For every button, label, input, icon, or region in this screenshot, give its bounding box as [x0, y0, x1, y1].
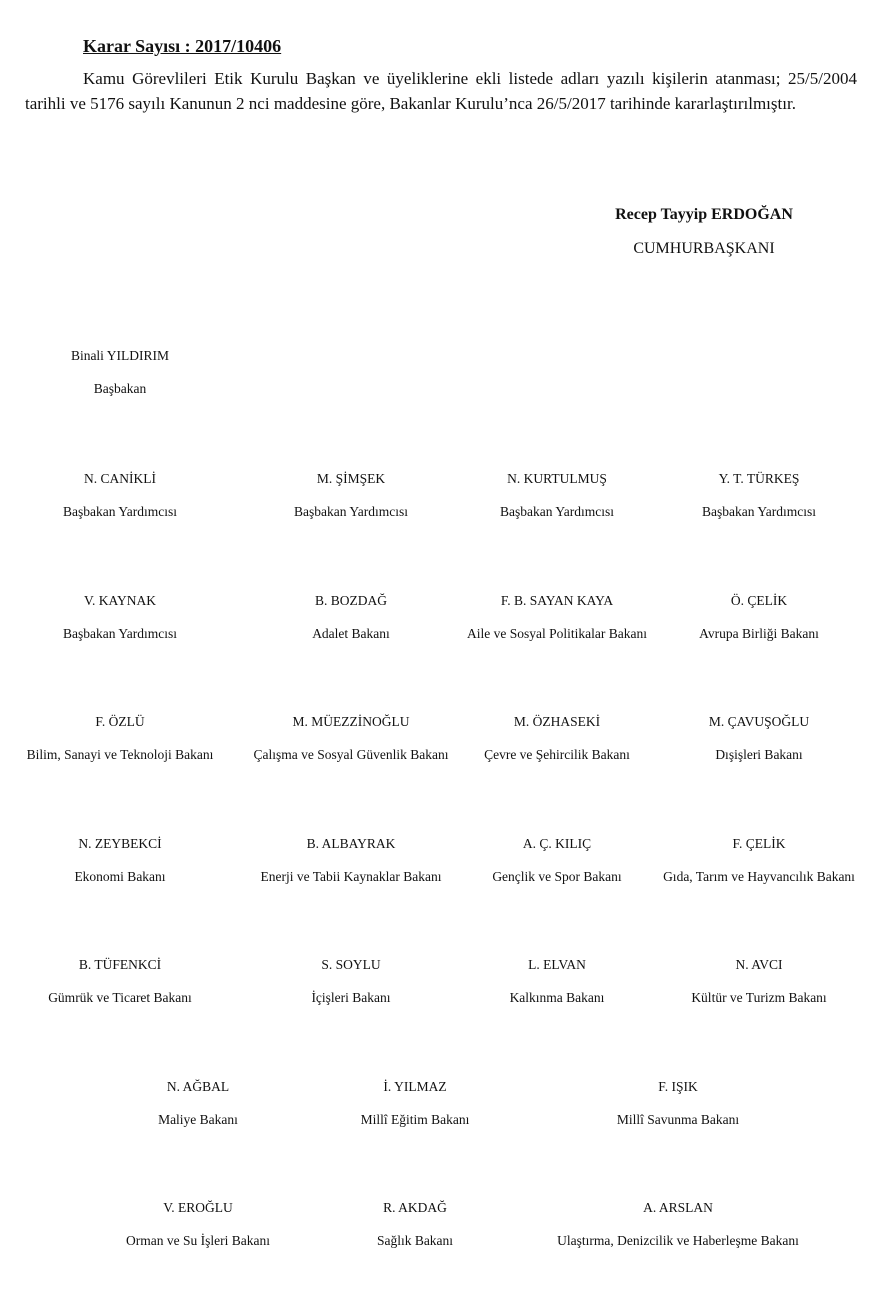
minister-title: İçişleri Bakanı — [311, 990, 391, 1005]
minister-title: Aile ve Sosyal Politikalar Bakanı — [467, 626, 647, 641]
minister-name: F. ÇELİK — [732, 836, 786, 851]
minister-name: N. KURTULMUŞ — [507, 471, 607, 486]
signature-block — [0, 836, 240, 885]
minister-title: Bilim, Sanayi ve Teknoloji Bakanı — [26, 747, 214, 762]
signature-block — [231, 957, 471, 1006]
minister-name: B. ALBAYRAK — [306, 836, 396, 851]
minister-title: Adalet Bakanı — [312, 626, 390, 641]
minister-name: B. TÜFENKCİ — [78, 957, 162, 972]
decree-paragraph — [25, 66, 857, 116]
minister-title: Başbakan — [93, 381, 147, 396]
minister-title: Başbakan Yardımcısı — [63, 504, 177, 519]
signature-block — [78, 1200, 318, 1249]
signature-block — [231, 714, 471, 763]
signature-block — [231, 836, 471, 885]
minister-title: Sağlık Bakanı — [376, 1233, 454, 1248]
minister-name: A. ARSLAN — [643, 1200, 713, 1215]
minister-title: Çalışma ve Sosyal Güvenlik Bakanı — [253, 747, 449, 762]
signature-block — [231, 471, 471, 520]
minister-name: A. Ç. KILIÇ — [522, 836, 592, 851]
minister-title: Kalkınma Bakanı — [509, 990, 605, 1005]
signature-block — [231, 593, 471, 642]
minister-title: Çevre ve Şehircilik Bakanı — [484, 747, 630, 762]
minister-title: Orman ve Su İşleri Bakanı — [126, 1233, 270, 1248]
minister-name: N. AĞBAL — [166, 1079, 230, 1094]
minister-title: Başbakan Yardımcısı — [63, 626, 177, 641]
decree-text: Kamu Görevlileri Etik Kurulu Başkan ve üyeliklerine ekli listede adları yazılı kişilerin atanması; 25/5/2004 tarihli ve 5176 sayılı Kanunun 2 nci maddesine göre, Bakanlar Kurulu’nca 26/5/2017 tarihinde kararlaştırılmıştır. — [25, 69, 857, 113]
minister-name: F. ÖZLÜ — [95, 714, 145, 729]
minister-title: Ekonomi Bakanı — [74, 869, 166, 884]
signature-block — [0, 593, 240, 642]
signature-block — [0, 348, 240, 397]
minister-name: L. ELVAN — [528, 957, 586, 972]
minister-name: Binali YILDIRIM — [70, 348, 170, 363]
signature-block — [639, 714, 879, 763]
minister-title: Maliye Bakanı — [158, 1112, 238, 1127]
minister-name: M. ÖZHASEKİ — [513, 714, 601, 729]
minister-name: N. AVCI — [735, 957, 783, 972]
president-name: Recep Tayyip ERDOĞAN — [615, 206, 793, 223]
signature-block — [639, 957, 879, 1006]
minister-name: N. CANİKLİ — [84, 471, 156, 486]
minister-title: Millî Eğitim Bakanı — [360, 1112, 470, 1127]
minister-name: B. BOZDAĞ — [314, 593, 387, 608]
signature-block — [639, 836, 879, 885]
minister-title: Gıda, Tarım ve Hayvancılık Bakanı — [663, 869, 855, 884]
minister-name: Y. T. TÜRKEŞ — [718, 471, 800, 486]
minister-title: Başbakan Yardımcısı — [500, 504, 614, 519]
minister-name: İ. YILMAZ — [383, 1079, 447, 1094]
signature-block — [0, 714, 240, 763]
minister-title: Gümrük ve Ticaret Bakanı — [48, 990, 192, 1005]
minister-name: V. EROĞLU — [163, 1200, 233, 1215]
minister-title: Başbakan Yardımcısı — [702, 504, 816, 519]
signature-block — [295, 1200, 535, 1249]
minister-name: Ö. ÇELİK — [730, 593, 788, 608]
decree-number: Karar Sayısı : 2017/10406 — [83, 36, 282, 56]
minister-title: Başbakan Yardımcısı — [294, 504, 408, 519]
minister-name: F. IŞIK — [658, 1079, 698, 1094]
minister-name: M. MÜEZZİNOĞLU — [292, 714, 410, 729]
signature-block — [295, 1079, 535, 1128]
minister-name: R. AKDAĞ — [383, 1200, 447, 1215]
minister-name: M. ÇAVUŞOĞLU — [708, 714, 810, 729]
minister-title: Enerji ve Tabii Kaynaklar Bakanı — [260, 869, 442, 884]
minister-name: N. ZEYBEKCİ — [78, 836, 162, 851]
signature-block — [0, 957, 240, 1006]
minister-name: F. B. SAYAN KAYA — [500, 593, 614, 608]
signature-block — [558, 1079, 798, 1128]
minister-title: Dışişleri Bakanı — [715, 747, 803, 762]
minister-name: V. KAYNAK — [83, 593, 156, 608]
signature-block — [78, 1079, 318, 1128]
minister-title: Millî Savunma Bakanı — [616, 1112, 740, 1127]
president-title: CUMHURBAŞKANI — [633, 240, 775, 257]
signature-block — [639, 471, 879, 520]
minister-title: Kültür ve Turizm Bakanı — [691, 990, 827, 1005]
minister-title: Ulaştırma, Denizcilik ve Haberleşme Bakanı — [557, 1233, 799, 1248]
minister-title: Avrupa Birliği Bakanı — [699, 626, 819, 641]
minister-name: M. ŞİMŞEK — [316, 471, 386, 486]
minister-name: S. SOYLU — [321, 957, 381, 972]
signature-block — [530, 1200, 826, 1249]
signature-block — [0, 471, 240, 520]
signature-block — [639, 593, 879, 642]
minister-title: Gençlik ve Spor Bakanı — [492, 869, 622, 884]
